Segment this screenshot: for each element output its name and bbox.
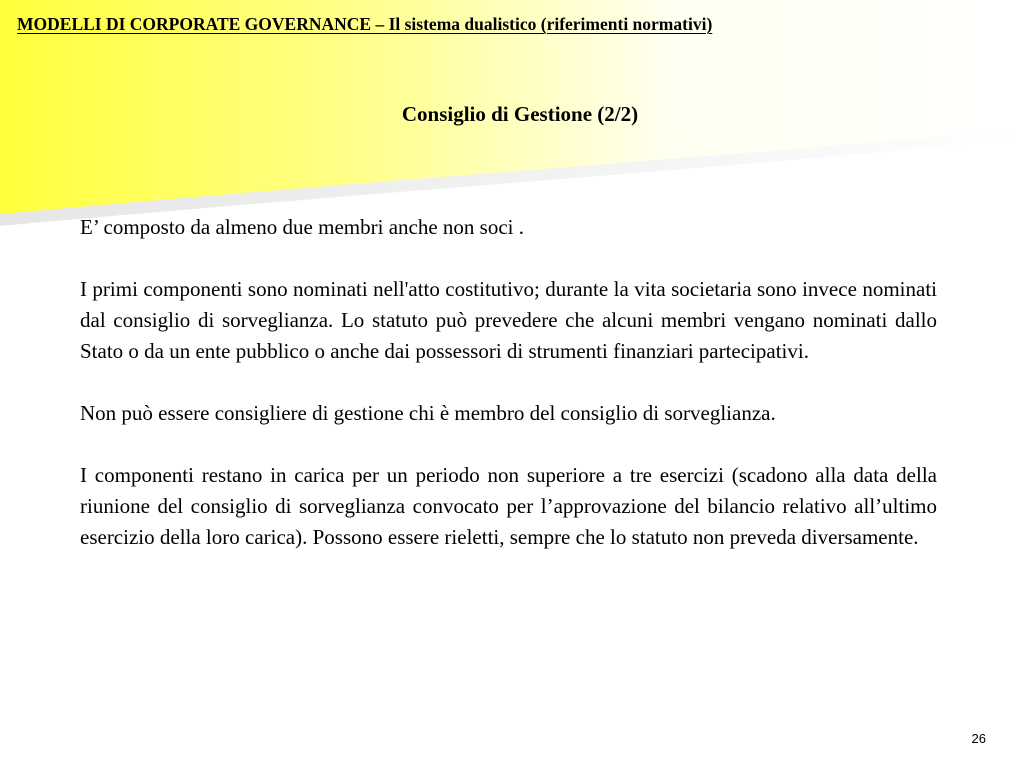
paragraph-term: I componenti restano in carica per un periodo non superiore a tre esercizi (scadono alla data della riunione del consiglio di sorveglianza convocato per l’approvazione del bilancio relativo all’ultimo esercizio della loro carica). Possono essere rieletti, sempre che lo statuto non preveda diversamente. [80, 463, 937, 549]
slide-subtitle: Consiglio di Gestione (2/2) [401, 102, 639, 126]
header-title: MODELLI DI CORPORATE GOVERNANCE – Il sistema dualistico (riferimenti normativi) [17, 14, 713, 34]
paragraph-composition: E’ composto da almeno due membri anche non soci . [80, 215, 524, 239]
page-number: 26 [971, 731, 986, 746]
slide-body [80, 212, 937, 584]
paragraph-nomination: I primi componenti sono nominati nell'atto costitutivo; durante la vita societaria sono invece nominati dal consiglio di sorveglianza. Lo statuto può prevedere che alcuni membri vengano nominati dallo Stato o da un ente pubblico o anche dai possessori di strumenti finanziari partecipativi. [80, 277, 937, 363]
paragraph-incompatibility: Non può essere consigliere di gestione chi è membro del consiglio di sorveglianza. [80, 401, 776, 425]
